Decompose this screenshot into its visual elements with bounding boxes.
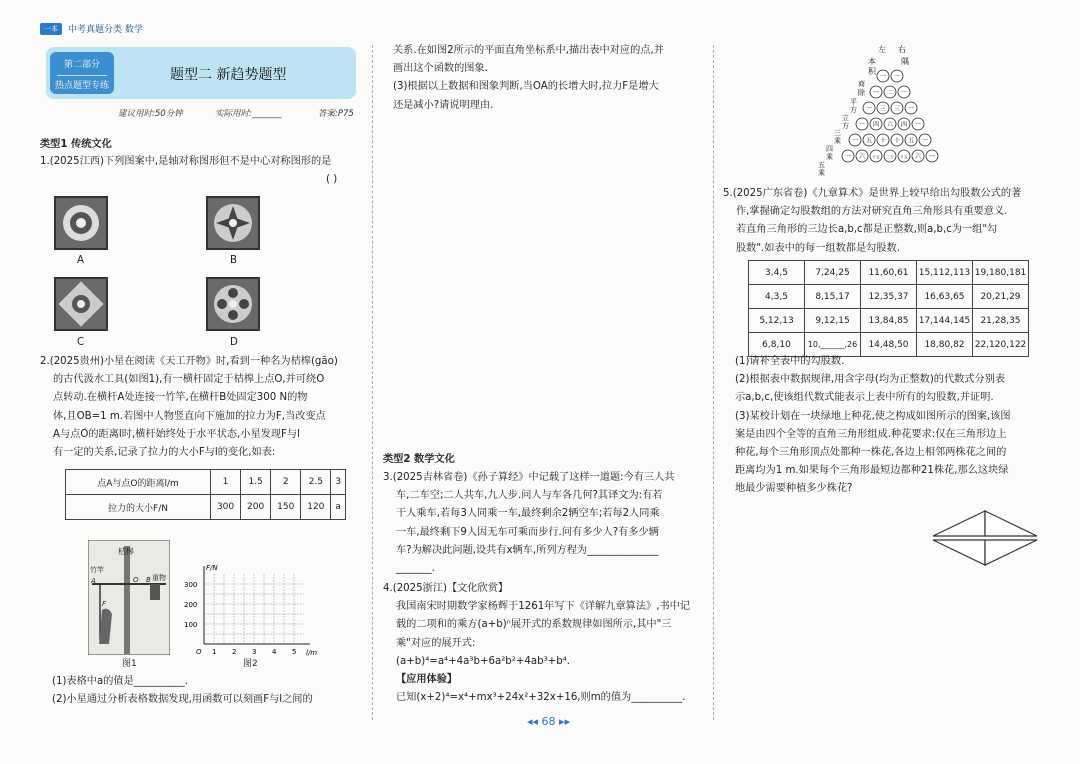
q3-line: _______. xyxy=(396,563,435,575)
tri-label: 立 xyxy=(842,114,849,122)
q5-line: 5.(2025广东省卷)《九章算术》是世界上较早给出勾股数公式的著 xyxy=(723,188,1022,199)
table-cell: 21,28,35 xyxy=(973,309,1029,333)
header xyxy=(40,22,143,35)
triangle-cell-value: 一 xyxy=(914,121,922,129)
column-divider xyxy=(372,45,373,720)
table-row xyxy=(749,285,1029,309)
table-cell: 150 xyxy=(271,495,301,520)
part-subtitle: 热点题型专练 xyxy=(54,81,109,91)
tri-label: 左 xyxy=(878,45,886,54)
q5-line: 股数".如表中的每一组数都是勾股数. xyxy=(736,242,900,254)
triangle-cell-value: 五 xyxy=(907,137,915,145)
table-cell: 7,24,25 xyxy=(805,261,861,285)
table-cell: 点A与点O的距离l/m xyxy=(66,470,211,495)
triangle-cell-value: 三 xyxy=(893,105,901,113)
triangle-cell-value: 二 xyxy=(886,89,894,97)
type2-heading: 类型2 数学文化 xyxy=(383,454,455,465)
triangle-cell-value: 一 xyxy=(921,137,929,145)
table-cell: 120 xyxy=(301,495,331,520)
q4-line: 已知(x+2)⁴=x⁴+mx³+24x²+32x+16,则m的值为__________. xyxy=(396,692,686,704)
fig2-origin: O xyxy=(196,648,202,656)
q2-text xyxy=(40,353,338,462)
table-cell: 17,144,145 xyxy=(917,309,973,333)
table-cell: 12,35,37 xyxy=(861,285,917,309)
column-divider-2 xyxy=(713,45,714,720)
table-cell: 5,12,13 xyxy=(749,309,805,333)
fig1-weight-label: 重物 xyxy=(152,574,166,582)
q3-line: 一车,最终剩下9人因无车可乘而步行.问有多少人?有多少辆 xyxy=(396,526,659,538)
four-triangles-figure xyxy=(930,508,1040,568)
triangle-cell-value: 三 xyxy=(879,105,887,113)
tri-label: 除 xyxy=(858,89,865,97)
fig2-ytick: 200 xyxy=(184,601,198,609)
tri-label: 乘 xyxy=(818,169,825,177)
header-title: 中考真题分类 数学 xyxy=(68,25,143,35)
tri-label: 乘 xyxy=(826,153,833,161)
fig2-xtick: 2 xyxy=(232,648,237,656)
q2-line: 2.(2025贵州)小星在阅读《天工开物》时,看到一种名为桔槔(gāo) xyxy=(40,356,338,367)
triangle-cell-value: 一 xyxy=(907,105,915,113)
tri-label: 方 xyxy=(842,122,849,130)
option-d-label: D xyxy=(230,337,238,348)
fig2-xlabel: l/m xyxy=(306,649,318,657)
table-cell: 16,63,65 xyxy=(917,285,973,309)
table-row xyxy=(66,470,346,495)
q4-line: 我国南宋时期数学家杨辉于1261年写下《详解九章算法》,书中记 xyxy=(396,601,691,613)
figure-2-axes xyxy=(180,562,320,658)
q2-cont-line: 还是减小?请说明理由. xyxy=(393,99,494,111)
q3-line: 车,二车空;二人共车,九人步.问人与车各几何?其译文为:有若 xyxy=(396,490,663,502)
table-row xyxy=(749,261,1029,285)
fig2-ylabel: F/N xyxy=(206,564,218,572)
table-cell: 19,180,181 xyxy=(973,261,1029,285)
figure-2-caption: 图2 xyxy=(243,659,258,669)
pythagorean-table xyxy=(748,260,1029,357)
q1-answer-paren: ( ) xyxy=(326,174,338,185)
tri-label: 商 xyxy=(858,80,865,88)
tri-label: 本 xyxy=(868,57,876,66)
triangle-cell-value: 六 xyxy=(886,121,894,129)
triangle-cell-value: 一 xyxy=(879,73,887,81)
section-title: 题型二 新趋势题型 xyxy=(170,67,287,83)
q4-line: 【应用体验】 xyxy=(396,674,458,686)
q2-sub1: (1)表格中a的值是__________. xyxy=(52,676,188,687)
force-distance-table xyxy=(65,469,346,520)
triangle-cell-value: 一 xyxy=(872,89,880,97)
q5-sub-line: 距离均为1 m.如果每个三角形最短边都种21株花,那么这块绿 xyxy=(735,465,1009,477)
answer-ref: 答案:P75 xyxy=(318,109,354,119)
table-row xyxy=(66,495,346,520)
option-b-label: B xyxy=(230,255,237,266)
table-cell: 6,8,10 xyxy=(749,333,805,357)
table-cell: a xyxy=(331,495,346,520)
figure-1-jiegao xyxy=(88,540,170,655)
triangle-cell-value: 一 xyxy=(865,105,873,113)
table-cell: 14,48,50 xyxy=(861,333,917,357)
logo: 一本 xyxy=(40,23,62,35)
tri-label: 积 xyxy=(868,67,876,76)
svg-text:B: B xyxy=(146,576,151,584)
q2-continued xyxy=(393,42,664,115)
fig1-bamboo-label: 竹竿 xyxy=(90,566,104,574)
q5-sub-line: (2)根据表中数据规律,用含字母(均为正整数)的代数式分别表 xyxy=(735,374,1006,386)
fig2-xtick: 4 xyxy=(272,648,277,656)
table-cell: 13,84,85 xyxy=(861,309,917,333)
tri-label: 四 xyxy=(826,145,833,153)
page-number-value: 68 xyxy=(541,715,556,728)
option-c-label: C xyxy=(77,337,85,348)
triangle-cell-value: 一 xyxy=(893,73,901,81)
svg-text:A: A xyxy=(91,577,96,585)
table-cell: 10,______,26 xyxy=(805,333,861,357)
tri-label: 方 xyxy=(850,106,857,114)
svg-text:O: O xyxy=(133,576,139,584)
q2-cont-line: 画出这个函数的图象. xyxy=(393,63,488,75)
table-cell: 18,80,82 xyxy=(917,333,973,357)
table-cell: 300 xyxy=(211,495,241,520)
svg-text:F: F xyxy=(102,600,107,608)
q5-line: 若直角三角形的三边长a,b,c都是正整数,则a,b,c为一组"勾 xyxy=(736,224,998,236)
q5-sub-line: (1)请补全表中的勾股数. xyxy=(735,356,845,367)
q5-sub-line: (3)某校计划在一块绿地上种花,使之构成如图所示的图案,该图 xyxy=(735,410,1011,422)
triangle-cell-value: 二十 xyxy=(886,154,894,160)
q3-text xyxy=(383,469,675,578)
q2-line: 有一定的关系,记录了拉力的大小F与l的变化,如表: xyxy=(53,447,276,459)
q2-cont-line: 关系.在如图2所示的平面直角坐标系中,描出表中对应的点,并 xyxy=(393,45,664,56)
triangle-cell-value: 十五 xyxy=(872,154,880,160)
triangle-cell-value: 十 xyxy=(879,137,887,145)
table-cell: 1.5 xyxy=(241,470,271,495)
q5-sub-line: 示a,b,c,使该组代数式能表示上表中所有的勾股数,并证明. xyxy=(735,392,994,404)
triangle-cell-value: 十 xyxy=(893,137,901,145)
q2-line: 体,且OB=1 m.若图中人物竖直向下施加的拉力为F,当改变点 xyxy=(53,410,326,422)
tile-d xyxy=(206,277,260,331)
q5-sub-line: 案是由四个全等的直角三角形组成.种花要求:仅在三角形边上 xyxy=(735,428,1007,440)
table-row xyxy=(749,309,1029,333)
q5-sub-line: 种花,每个三角形顶点处都种一株花,各边上相邻两株花之间的 xyxy=(735,447,1007,459)
tri-label: 三 xyxy=(834,129,841,137)
fig2-xtick: 5 xyxy=(292,648,297,656)
triangle-cell-value: 一 xyxy=(851,137,859,145)
table-cell: 4,3,5 xyxy=(749,285,805,309)
triangle-cell-value: 一 xyxy=(928,153,936,161)
table-cell: 200 xyxy=(241,495,271,520)
q3-line: 3.(2025吉林省卷)《孙子算经》中记载了这样一道题:今有三人共 xyxy=(383,472,675,483)
table-cell: 8,15,17 xyxy=(805,285,861,309)
figure-1-caption: 图1 xyxy=(122,659,137,669)
table-cell: 2.5 xyxy=(301,470,331,495)
tri-label: 五 xyxy=(818,161,825,169)
tri-label: 隅 xyxy=(901,57,909,66)
tri-label: 乘 xyxy=(834,137,841,145)
q4-line: 乘"对应的展开式: xyxy=(396,637,476,649)
part-label: 第二部分 xyxy=(63,60,100,70)
table-cell: 20,21,29 xyxy=(973,285,1029,309)
option-a-label: A xyxy=(77,255,84,266)
table-cell: 11,60,61 xyxy=(861,261,917,285)
fig2-ytick: 300 xyxy=(184,581,198,589)
q2-line: A与点O的距离l时,横杆始终处于水平状态,小星发现F与l xyxy=(53,428,300,440)
fig2-xtick: 1 xyxy=(212,648,217,656)
triangle-cell-value: 四 xyxy=(900,121,908,129)
tile-c xyxy=(54,277,108,331)
triangle-cell-value: 六 xyxy=(914,153,922,161)
q4-line: 载的二项和的乘方(a+b)ⁿ展开式的系数规律如图所示,其中"三 xyxy=(396,619,672,631)
table-cell: 15,112,113 xyxy=(917,261,973,285)
fig2-ytick: 100 xyxy=(184,621,198,629)
q5-line: 作,掌握确定勾股数组的方法对研究直角三角形具有重要意义. xyxy=(736,206,1008,218)
tile-b xyxy=(206,196,260,250)
triangle-cell-value: 四 xyxy=(872,121,880,129)
tri-label: 平 xyxy=(850,98,857,106)
page-number: ◂◂ 68 ▸▸ xyxy=(527,715,571,728)
q2-sub2: (2)小星通过分析表格数据发现,用函数可以刻画F与l之间的 xyxy=(52,694,313,705)
fig1-label: 桔槔 xyxy=(118,547,134,556)
part-badge xyxy=(50,52,114,94)
table-cell: 3,4,5 xyxy=(749,261,805,285)
triangle-cell-value: 五 xyxy=(865,137,873,145)
q4-line: 4.(2025浙江)【文化欣赏】 xyxy=(383,583,509,594)
table-cell: 22,120,122 xyxy=(973,333,1029,357)
q3-line: 干人乘车,若每3人同乘一车,最终剩余2辆空车;若每2人同乘 xyxy=(396,508,660,520)
type1-heading: 类型1 传统文化 xyxy=(40,139,112,150)
q3-line: 车?为解决此问题,设共有x辆车,所列方程为______________ xyxy=(396,544,659,556)
yanghui-triangle xyxy=(808,42,958,182)
q5-text xyxy=(723,185,1021,258)
table-cell: 9,12,15 xyxy=(805,309,861,333)
tri-label: 右 xyxy=(898,45,906,54)
q2-line: 点转动.在横杆A处连接一竹竿,在横杆B处固定300 N的物 xyxy=(53,392,308,404)
actual-time: 实际用时:_______ xyxy=(215,109,282,119)
triangle-cell-value: 六 xyxy=(858,153,866,161)
triangle-cell-value: 一 xyxy=(844,153,852,161)
q2-line: 的古代汲水工具(如图1),有一横杆固定于桔槔上点O,并可绕O xyxy=(53,374,325,386)
q5-subquestions xyxy=(735,353,1011,499)
table-cell: 3 xyxy=(331,470,346,495)
triangle-cell-value: 一 xyxy=(858,121,866,129)
q2-cont-line: (3)根据以上数据和图象判断,当OA的长增大时,拉力F是增大 xyxy=(393,81,659,93)
table-cell: 1 xyxy=(211,470,241,495)
triangle-cell-value: 一 xyxy=(900,89,908,97)
q5-sub-line: 地最少需要种植多少株花? xyxy=(735,483,853,495)
q1-text: 1.(2025江西)下列图案中,是轴对称图形但不是中心对称图形的是 xyxy=(40,156,332,167)
tile-a xyxy=(54,196,108,250)
table-cell: 拉力的大小F/N xyxy=(66,495,211,520)
suggested-time: 建议用时:50分钟 xyxy=(118,109,183,119)
table-cell: 2 xyxy=(271,470,301,495)
q4-text xyxy=(383,580,690,707)
q4-line: (a+b)⁴=a⁴+4a³b+6a²b²+4ab³+b⁴. xyxy=(396,655,570,667)
triangle-cell-value: 十五 xyxy=(900,154,908,160)
fig2-xtick: 3 xyxy=(252,648,257,656)
